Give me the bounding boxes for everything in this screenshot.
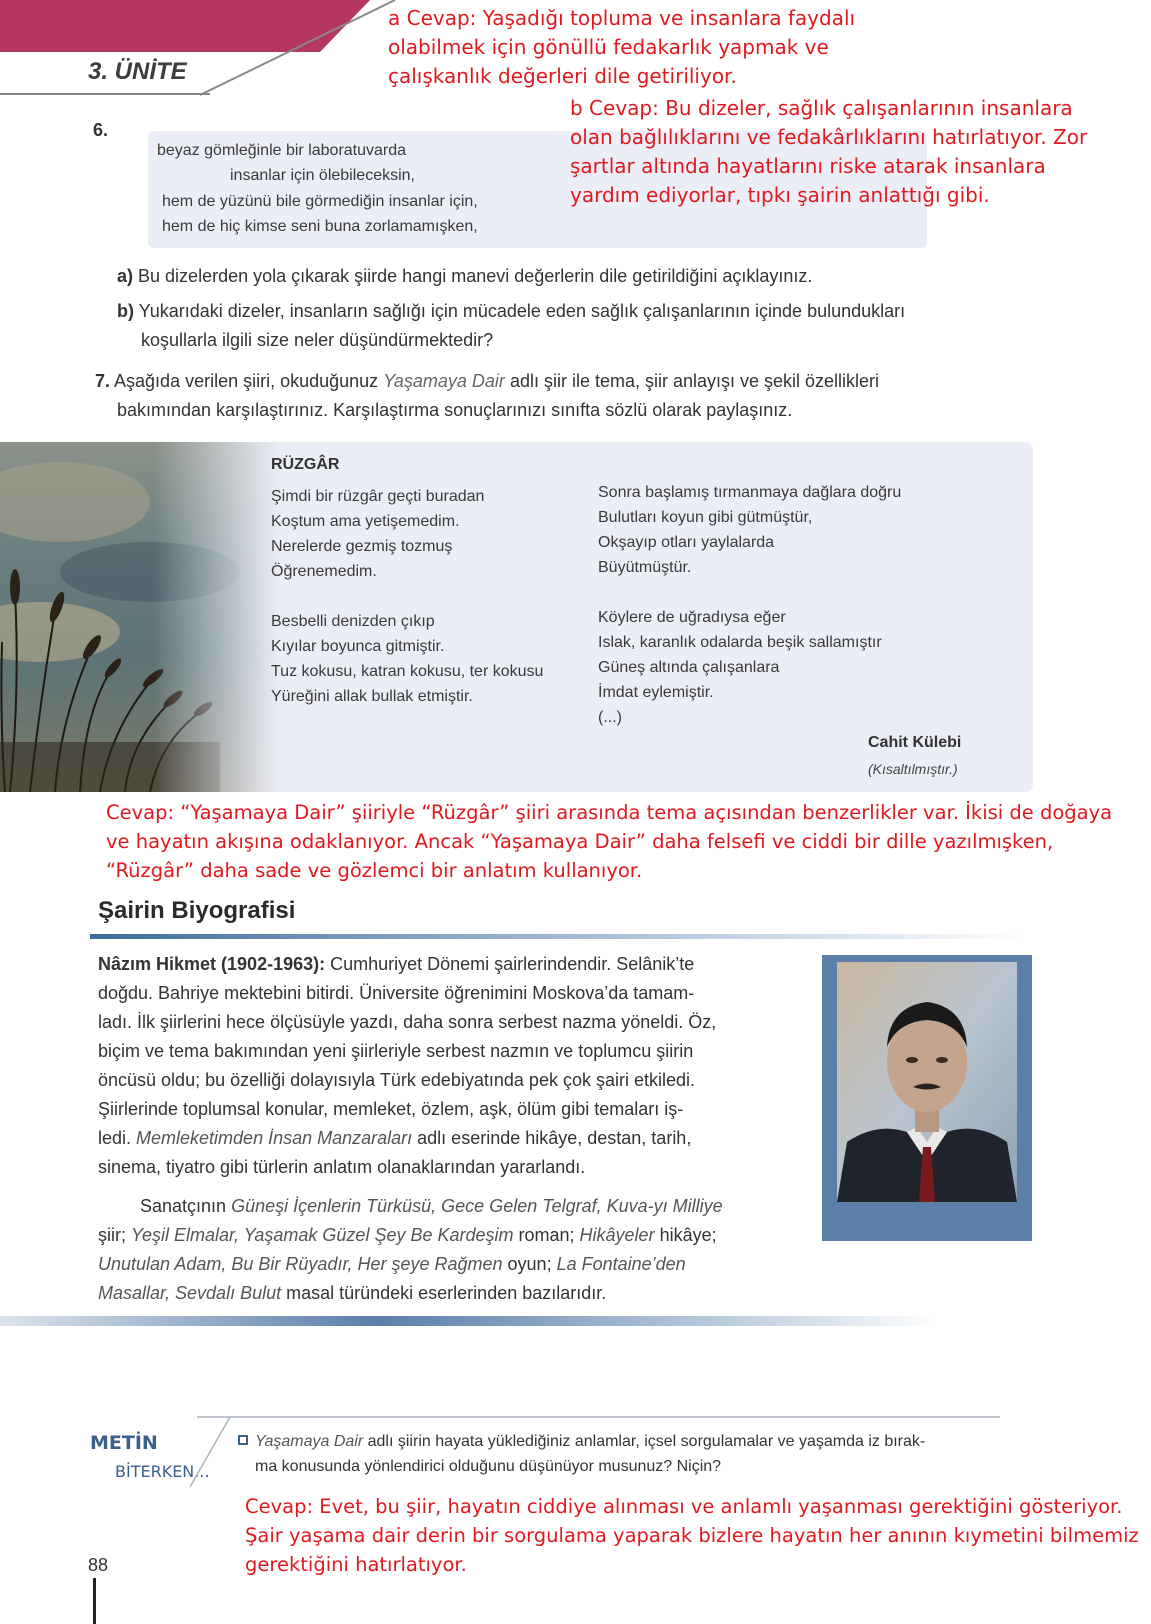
answer-b-line: şartlar altında hayatlarını riske atarak insanlara [570,154,1046,178]
answer-final-line: Cevap: Evet, bu şiir, hayatın ciddiye alınması ve anlamlı yaşanması gerektiğini gösteriyor. [245,1495,1123,1518]
question-italic: Yaşamaya Dair [383,371,505,391]
bio-line [98,1221,793,1250]
poem-line: hem de yüzünü bile görmediğin insanlar için, [162,193,478,210]
question-label: b) [117,301,134,321]
bio-rule [90,934,1030,939]
bio-line [98,1124,793,1153]
answer-b-line: olan bağlılıklarını ve fedakârlıklarını hatırlatıyor. Zor [570,125,1088,149]
section-end-rule [0,1316,940,1326]
metin-question [255,1429,925,1479]
answer-a-line: a Cevap: Yaşadığı topluma ve insanlara faydalı [388,6,856,30]
answer-7 [106,798,1112,885]
bio-line [98,1279,793,1308]
poem-line: (...) [598,709,622,726]
answer-b-line: b Cevap: Bu dizeler, sağlık çalışanlarının insanlara [570,96,1073,120]
question-6b [117,297,905,326]
header-diagonal [200,0,400,100]
answer-b [570,94,1087,210]
stanza-gap [598,580,901,605]
work-title: Yaşamaya Dair [255,1433,364,1450]
poem-line: Okşayıp otları yaylalarda [598,534,775,551]
bio-text: Cumhuriyet Dönemi şairlerindendir. Selânik’te [325,954,695,974]
answer-final [245,1492,1139,1579]
work-title: Unutulan Adam, Bu Bir Rüyadır, Her şeye Rağmen [98,1254,503,1274]
bio-text: ledi. [98,1128,137,1148]
poem-line: beyaz gömleğinle bir laboratuvarda [157,142,407,159]
bio-text: Sanatçının [140,1196,232,1216]
unit-title: 3. ÜNİTE [88,58,187,85]
bullet-icon [238,1435,248,1445]
bio-title: Şairin Biyografisi [98,897,296,924]
poem-line: Tuz kokusu, katran kokusu, ter kokusu [271,663,544,680]
poem-line: Nerelerde gezmiş tozmuş [271,538,453,555]
question-6-number: 6. [93,120,109,140]
poem-line: Büyütmüştür. [598,559,692,576]
poem-line: Kıyılar boyunca gitmiştir. [271,638,445,655]
header-rule [0,93,210,95]
answer-b-line: yardım ediyorlar, tıpkı şairin anlattığı gibi. [570,183,990,207]
answer-final-line: Şair yaşama dair derin bir sorgulama yaparak bizlere hayatın her anının kıymetini bilmemiz [245,1524,1139,1547]
question-number: 7. [95,371,111,391]
bio-text: masal türündeki eserlerinden bazılarıdır. [281,1283,607,1303]
question-7-cont: bakımından karşılaştırınız. Karşılaştırma sonuçlarınızı sınıfta sözlü olarak paylaşınız. [117,400,793,420]
bio-line: doğdu. Bahriye mektebini bitirdi. Üniversite öğrenimini Moskova’da tamam- [98,983,695,1003]
poem-line: Güneş altında çalışanlara [598,659,780,676]
poem-line: Bulutları koyun gibi gütmüştür, [598,509,813,526]
question-text: Bu dizelerden yola çıkarak şiirde hangi manevi değerlerin dile getirildiğini açıklayınız. [138,266,813,286]
work-title: Memleketimden İnsan Manzaraları [136,1128,413,1148]
answer-a-line: çalışkanlık değerleri dile getiriliyor. [388,64,737,88]
poem-line: Besbelli denizden çıkıp [271,613,435,630]
work-title: Masallar, Sevdalı Bulut [98,1283,282,1303]
bio-line: sinema, tiyatro gibi türlerin anlatım olanaklarından yararlandı. [98,1157,586,1177]
poem-line: Islak, karanlık odalarda beşik sallamıştır [598,634,882,651]
question-text: Aşağıda verilen şiiri, okuduğunuz [114,371,379,391]
bio-paragraph-2 [98,1192,793,1308]
work-title: Hikâyeler [579,1225,655,1245]
bio-line [98,950,793,979]
page-number: 88 [88,1555,109,1575]
question-7 [95,367,1035,396]
answer-7-line: “Rüzgâr” daha sade ve gözlemci bir anlatım kullanıyor. [106,859,643,882]
work-title: La Fontaine’den [556,1254,686,1274]
poem-line: Koştum ama yetişemedim. [271,513,460,530]
answer-final-line: gerektiğini hatırlatıyor. [245,1553,467,1576]
poem-title: RÜZGÂR [271,456,340,473]
question-text: Yukarıdaki dizeler, insanların sağlığı için mücadele eden sağlık çalışanlarının içinde bulundukları [138,301,906,321]
poem-column-1 [271,484,543,709]
bio-text: roman; [513,1225,580,1245]
poem-line: Yüreğini allak bullak etmiştir. [271,688,473,705]
poem-line: Köylere de uğradıysa eğer [598,609,786,626]
bio-paragraph-1 [98,950,793,1182]
bio-line: ladı. İlk şiirlerini hece ölçüsüyle yazdı, daha sonra serbest nazma yöneldi. Öz, [98,1012,717,1032]
poem-column-2 [598,480,901,730]
poem-line: Öğrenemedim. [271,563,377,580]
bio-text: şiir; [98,1225,131,1245]
answer-7-line: ve hayatın akışına odaklanıyor. Ancak “Yaşamaya Dair” daha felsefi ve ciddi bir dille yazılmışken, [106,830,1054,853]
work-title: Güneşi İçenlerin Türküsü, Gece Gelen Telgraf, Kuva-yı Milliye [231,1196,723,1216]
metin-label: METİN [90,1432,158,1454]
page-marker [93,1578,96,1624]
poem-note: (Kısaltılmıştır.) [868,761,958,777]
poem-line: hem de hiç kimse seni buna zorlamamışken, [162,218,478,235]
poet-portrait [837,962,1017,1202]
poem-line: Şimdi bir rüzgâr geçti buradan [271,488,485,505]
bio-text: oyun; [502,1254,557,1274]
bio-line: biçim ve tema bakımından yeni şiirleriyle serbest nazmın ve toplumcu şiirin [98,1041,694,1061]
biterken-label: BİTERKEN... [115,1462,210,1481]
question-6b-cont: koşullarla ilgili size neler düşündürmektedir? [141,330,494,350]
question-text: adlı şiir ile tema, şiir anlayışı ve şekil özellikleri [509,371,880,391]
bio-line [98,1192,793,1221]
poem-line: insanlar için ölebileceksin, [230,167,415,184]
reeds-photo [0,442,280,792]
poem-line: İmdat eylemiştir. [598,684,714,701]
answer-a-line: olabilmek için gönüllü fedakarlık yapmak ve [388,35,829,59]
question-6a [117,262,812,291]
metin-text: adlı şiirin hayata yüklediğiniz anlamlar, içsel sorgulamalar ve yaşamda iz bırak- [363,1433,926,1450]
stanza-gap [271,584,543,609]
bio-text: adlı eserinde hikâye, destan, tarih, [412,1128,692,1148]
work-title: Yeşil Elmalar, Yaşamak Güzel Şey Be Kardeşim [131,1225,514,1245]
metin-question-line: ma konusunda yönlendirici olduğunu düşünüyor musunuz? Niçin? [255,1458,722,1475]
answer-a [388,4,855,91]
bio-line [98,1250,793,1279]
answer-7-line: Cevap: “Yaşamaya Dair” şiiriyle “Rüzgâr” şiiri arasında tema açısından benzerlikler var. İkisi de doğaya [106,801,1113,824]
bio-line: öncüsü oldu; bu özelliği dolayısıyla Türk edebiyatında pek çok şairi etkiledi. [98,1070,696,1090]
poem-line: Sonra başlamış tırmanmaya dağlara doğru [598,484,902,501]
question-label: a) [117,266,134,286]
poet-name: Nâzım Hikmet (1902-1963): [98,954,326,974]
poem-author: Cahit Külebi [868,734,962,751]
bio-text: hikâye; [654,1225,717,1245]
bio-line: Şiirlerinde toplumsal konular, memleket, özlem, aşk, ölüm gibi temaları iş- [98,1099,684,1119]
metin-question-line [255,1429,925,1454]
